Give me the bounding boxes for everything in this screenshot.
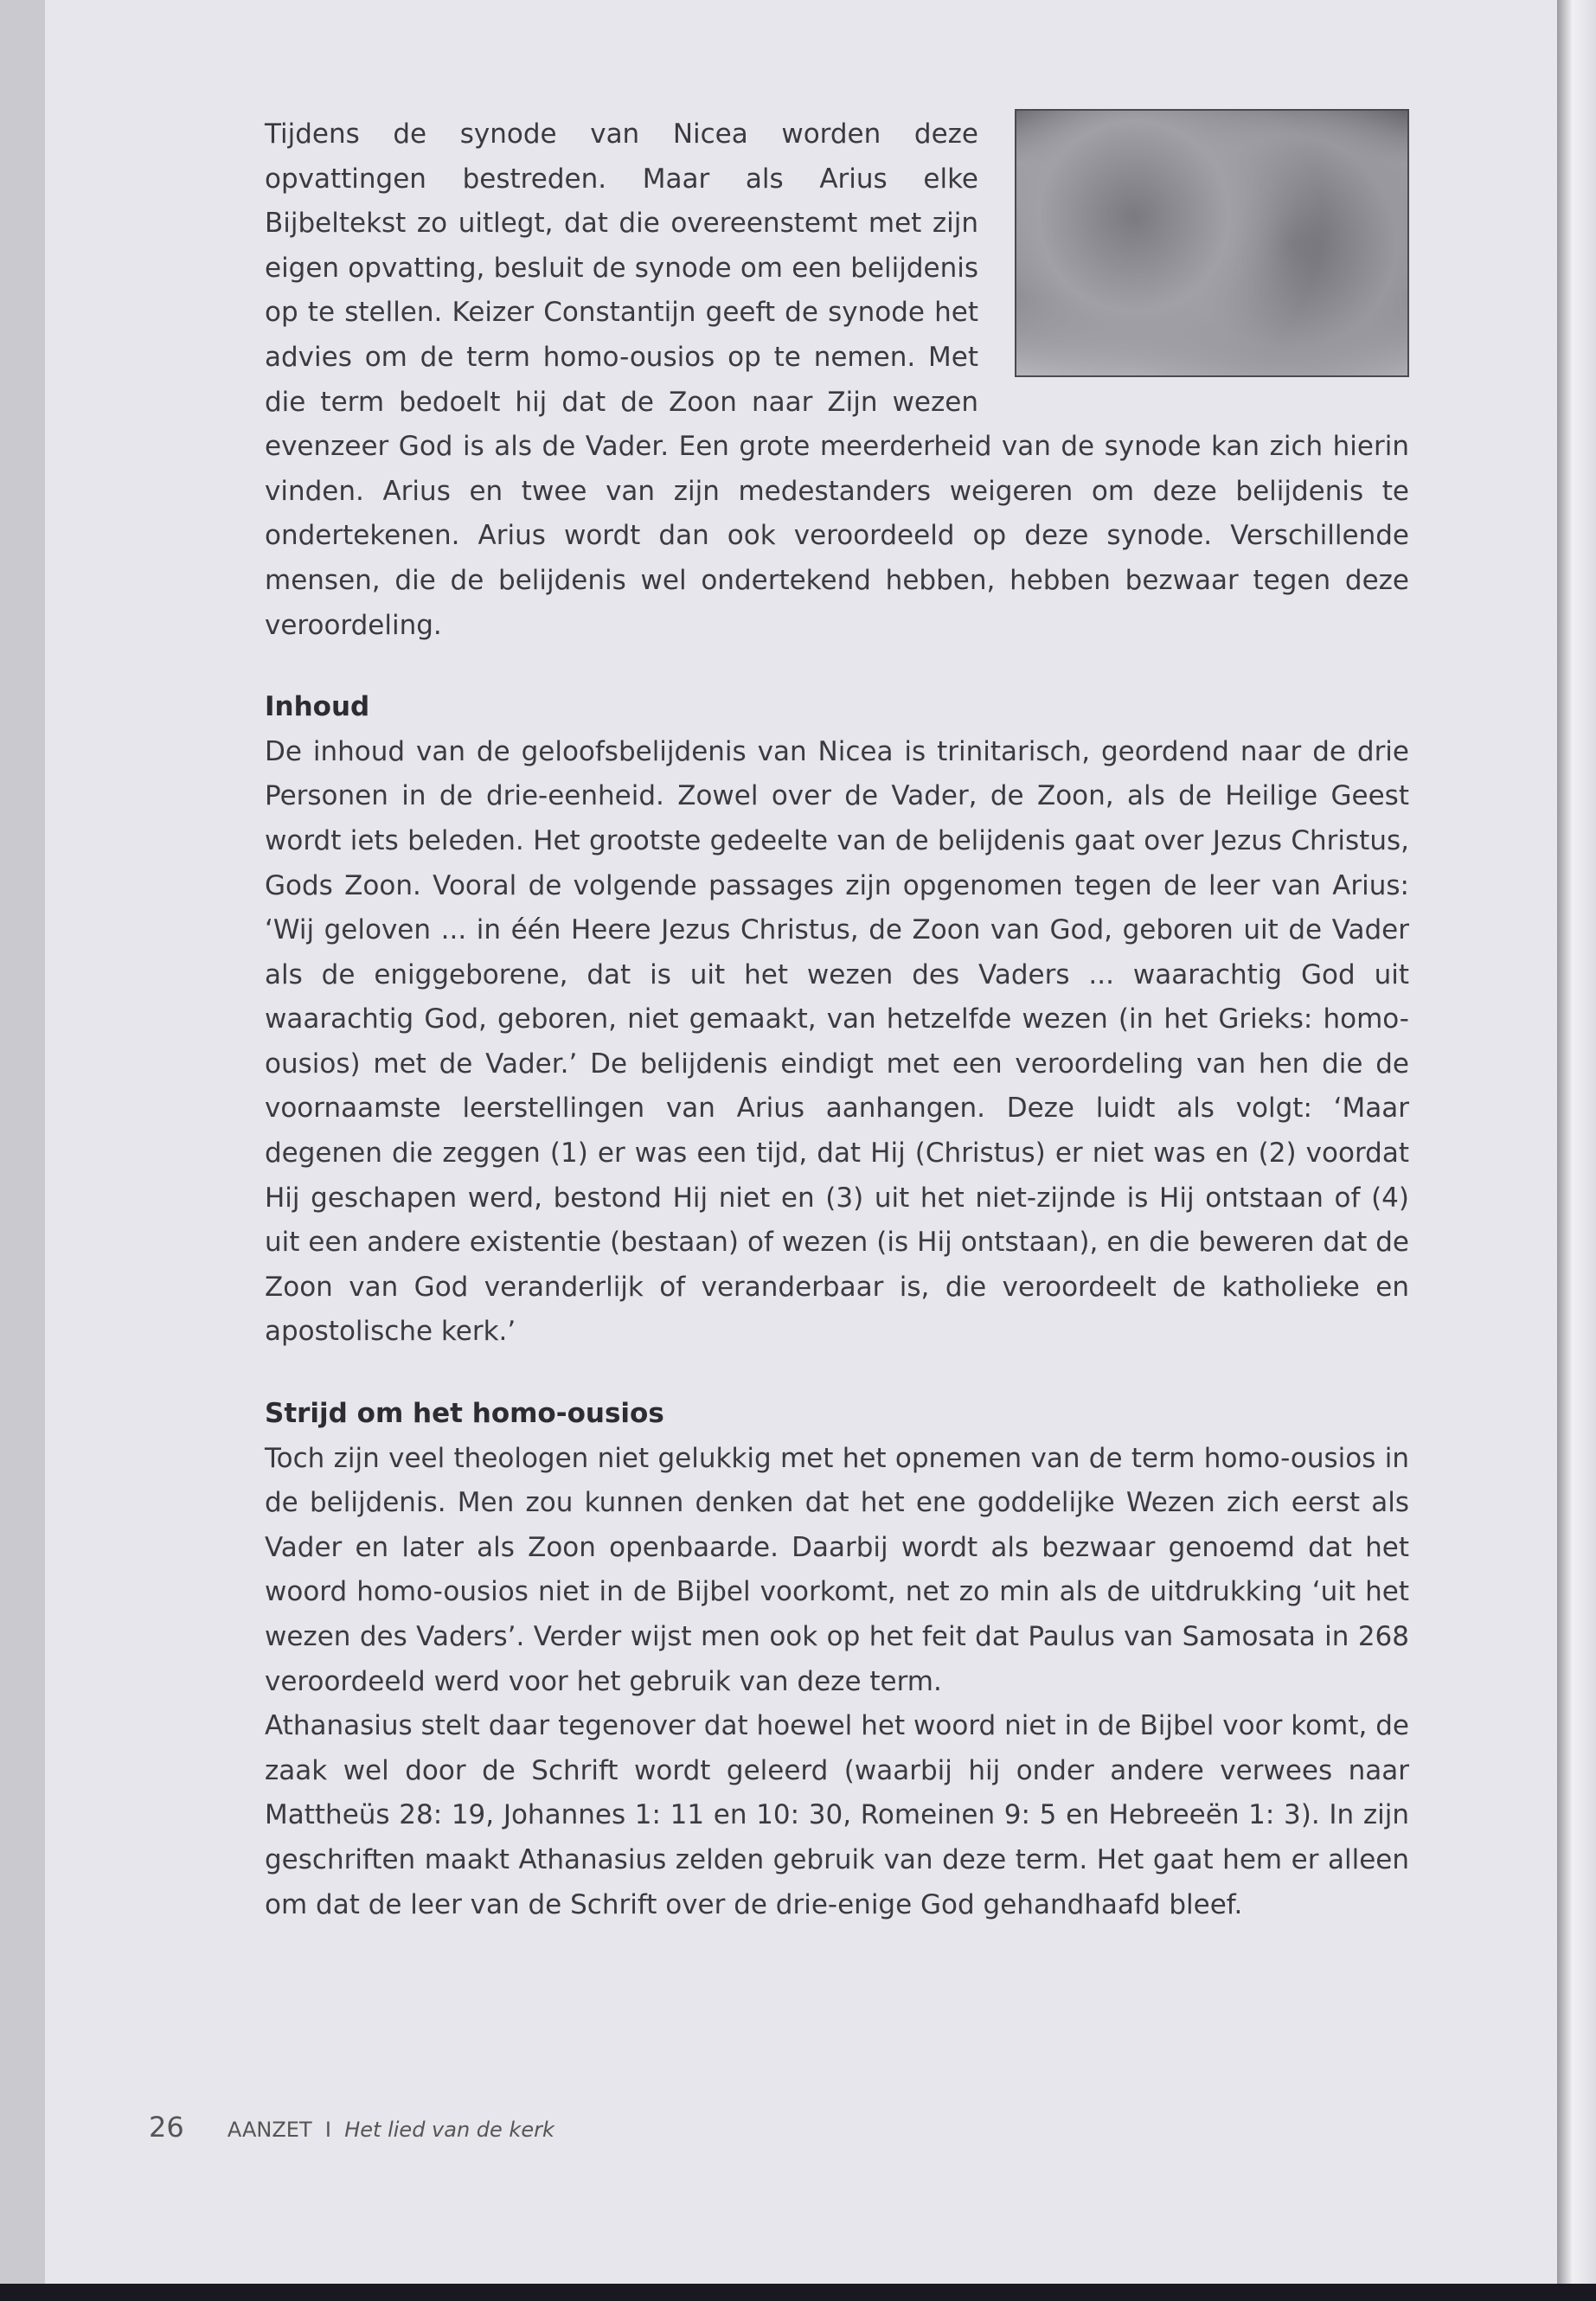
scan-background bbox=[0, 2284, 1596, 2301]
page-content bbox=[265, 112, 1409, 1927]
strijd-paragraph-2: Athanasius stelt daar tegenover dat hoewel het woord niet in de Bijbel voor komt, de zaak wel door de Schrift wordt geleerd (waarbij hij onder andere verwees naar Mattheüs 28: 19, Johannes 1: 11 en 10: 30, Romeinen 9: 5 en Hebreeën 1: 3). In zijn geschriften maakt Athanasius zelden gebruik van deze term. Het gaat hem er alleen om dat de leer van de Schrift over de drie-enige God gehandhaafd bleef. bbox=[265, 1710, 1409, 1920]
fresco-photo bbox=[1015, 109, 1409, 377]
intro-paragraph: Tijdens de synode van Nicea worden deze opvattingen bestreden. Maar als Arius elke Bijbeltekst zo uitlegt, dat die overeenstemt met zijn eigen opvatting, besluit de synode om een belijdenis op te stellen. Keizer Constantijn geeft de synode het advies om de term homo-ousios op te nemen. Met die term bedoelt hij dat de Zoon naar Zijn wezen evenzeer God is als de Vader. Een grote meerderheid van de synode kan zich hierin vinden. Arius en twee van zijn medestanders weigeren om deze belijdenis te ondertekenen. Arius wordt dan ook veroordeeld op deze synode. Verschillende mensen, die de belijdenis wel ondertekend hebben, hebben bezwaar tegen deze veroordeling. bbox=[265, 119, 1409, 641]
series-name: AANZET bbox=[227, 2118, 312, 2142]
page-footer bbox=[149, 2111, 554, 2144]
strijd-paragraph-1: Toch zijn veel theologen niet gelukkig met het opnemen van de term homo-ousios in de belijdenis. Men zou kunnen denken dat het ene goddelijke Wezen zich eerst als Vader en later als Zoon openbaarde. Daarbij wordt als bezwaar genoemd dat het woord homo-ousios niet in de Bijbel voorkomt, net zo min als de uitdrukking ‘uit het wezen des Vaders’. Verder wijst men ook op het feit dat Paulus van Samosata in 268 veroordeeld werd voor het gebruik van deze term. bbox=[265, 1442, 1409, 1697]
separator: I bbox=[324, 2118, 331, 2142]
page-edge bbox=[1557, 0, 1596, 2301]
running-footer bbox=[228, 2118, 554, 2142]
page-number: 26 bbox=[149, 2111, 184, 2144]
inhoud-paragraph: De inhoud van de geloofsbelijdenis van Nicea is trinitarisch, geordend naar de drie Personen in de drie-eenheid. Zowel over de Vader, de Zoon, als de Heilige Geest wordt iets beleden. Het grootste gedeelte van de belijdenis gaat over Jezus Christus, Gods Zoon. Vooral de volgende passages zijn opgenomen tegen de leer van Arius: ‘Wij geloven ... in één Heere Jezus Christus, de Zoon van God, geboren uit de Vader als de eniggeborene, dat is uit het wezen des Vaders ... waarachtig God uit waarachtig God, geboren, niet gemaakt, van hetzelfde wezen (in het Grieks: homo-ousios) met de Vader.’ De belijdenis eindigt met een veroordeling van hen die de voornaamste leerstellingen van Arius aanhangen. Deze luidt als volgt: ‘Maar degenen die zeggen (1) er was een tijd, dat Hij (Christus) er niet was en (2) voordat Hij geschapen werd, bestond Hij niet en (3) uit het niet-zijnde is Hij ontstaan of (4) uit een andere existentie (bestaan) of wezen (is Hij ontstaan), en die beweren dat de Zoon van God veranderlijk of veranderbaar is, die veroordeelt de katholieke en apostolische kerk.’ bbox=[265, 735, 1409, 1348]
book-title: Het lied van de kerk bbox=[344, 2118, 554, 2142]
heading-strijd: Strijd om het homo-ousios bbox=[265, 1398, 664, 1430]
heading-inhoud: Inhoud bbox=[265, 691, 370, 723]
